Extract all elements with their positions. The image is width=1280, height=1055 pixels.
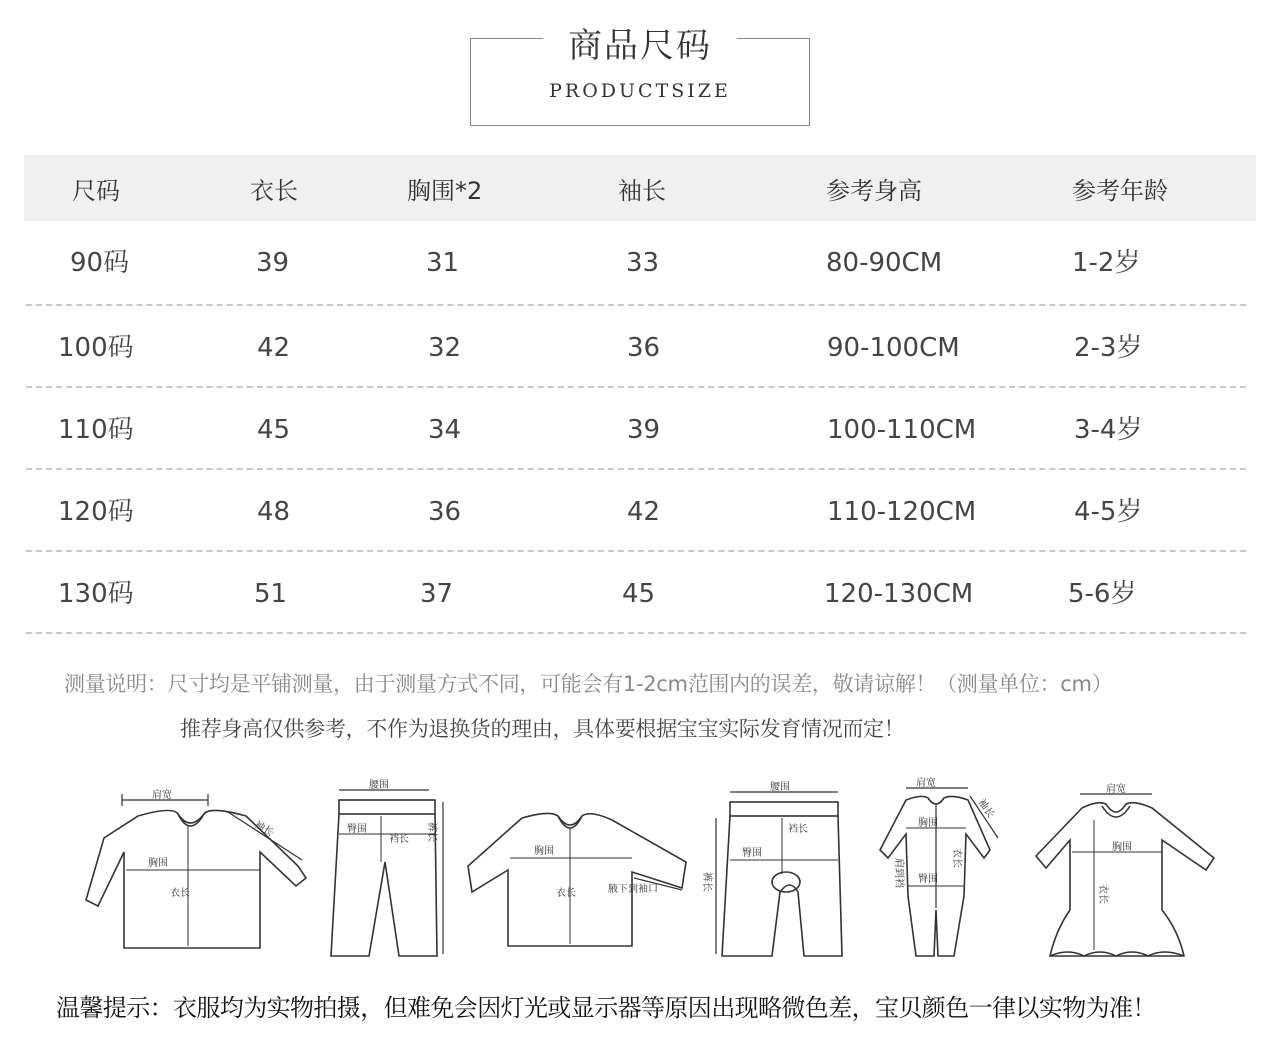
cell-chest: 32 — [428, 333, 462, 363]
sleeve-label: 袖长 — [975, 797, 997, 821]
raglan-shirt-diagram — [462, 800, 692, 950]
table-row — [24, 221, 1256, 306]
cell-size: 100码 — [58, 333, 134, 363]
cell-height: 110-120CM — [827, 497, 977, 527]
cell-age: 5-6岁 — [1068, 579, 1137, 609]
romper-diagram — [866, 778, 1016, 960]
cell-age: 2-3岁 — [1074, 333, 1143, 363]
hip-label: 臀围 — [918, 874, 938, 885]
baby-pants-outline — [702, 782, 852, 960]
rise-label: 裆长 — [389, 834, 409, 845]
column-header-chest: 胸围*2 — [407, 177, 483, 205]
crotch-label: 肩到裆 — [893, 858, 904, 888]
dress-outline — [1028, 780, 1228, 960]
cell-height: 90-100CM — [827, 333, 960, 363]
sleeve-label: 袖长 — [252, 819, 276, 840]
length-label: 衣长 — [951, 848, 962, 868]
cell-sleeve: 36 — [627, 333, 661, 363]
cell-chest: 37 — [420, 579, 454, 609]
color-disclaimer: 温馨提示：衣服均为实物拍摄，但难免会因灯光或显示器等原因出现略微色差，宝贝颜色一律以实物为准！ — [56, 994, 1156, 1022]
cell-chest: 31 — [426, 248, 460, 278]
cell-height: 100-110CM — [827, 415, 977, 445]
height-reference-note: 推荐身高仅供参考，不作为退换货的理由，具体要根据宝宝实际发育情况而定！ — [180, 717, 905, 741]
cell-size: 90码 — [70, 248, 130, 278]
waist-label: 腰围 — [770, 782, 790, 793]
cell-size: 120码 — [58, 497, 134, 527]
shoulder-label: 肩宽 — [152, 790, 172, 801]
column-header-age: 参考年龄 — [1072, 177, 1168, 205]
table-row — [24, 470, 1256, 552]
raglan-shirt-outline — [462, 800, 692, 950]
hip-label: 臀围 — [347, 824, 367, 835]
rise-label: 裆长 — [788, 824, 808, 835]
pants-outline — [325, 782, 455, 960]
pants-diagram — [325, 782, 455, 960]
baby-pants-diagram — [702, 782, 852, 960]
shoulder-label: 肩宽 — [1106, 784, 1126, 795]
cell-length: 51 — [254, 579, 288, 609]
length-label: 裤长 — [426, 822, 437, 842]
column-header-size: 尺码 — [72, 177, 120, 205]
cell-size: 110码 — [58, 415, 134, 445]
cell-height: 80-90CM — [826, 248, 943, 278]
cell-length: 45 — [257, 415, 291, 445]
length-label: 衣长 — [556, 888, 576, 899]
length-label: 衣长 — [170, 888, 190, 899]
romper-outline — [866, 778, 1016, 960]
table-header — [24, 155, 1256, 221]
chest-label: 胸围 — [148, 858, 168, 869]
cell-sleeve: 45 — [622, 579, 656, 609]
waist-label: 腰围 — [369, 780, 389, 791]
dress-diagram — [1028, 780, 1228, 960]
cell-age: 3-4岁 — [1074, 415, 1143, 445]
row-divider — [26, 632, 1246, 634]
chest-label: 胸围 — [918, 818, 938, 829]
cell-sleeve: 39 — [627, 415, 661, 445]
column-header-height: 参考身高 — [826, 177, 922, 205]
cell-age: 4-5岁 — [1074, 497, 1143, 527]
table-row — [24, 306, 1256, 388]
cell-sleeve: 33 — [626, 248, 660, 278]
shoulder-label: 肩宽 — [916, 778, 936, 789]
title-box — [470, 26, 810, 126]
cell-height: 120-130CM — [824, 579, 974, 609]
cell-length: 42 — [257, 333, 291, 363]
shirt-outline — [78, 786, 318, 958]
page-title: 商品尺码 — [568, 26, 712, 66]
cell-chest: 34 — [428, 415, 462, 445]
shirt-diagram — [78, 786, 318, 958]
page-subtitle: PRODUCTSIZE — [549, 80, 731, 102]
cell-age: 1-2岁 — [1072, 248, 1141, 278]
cell-length: 39 — [256, 248, 290, 278]
table-row — [24, 388, 1256, 470]
hip-label: 臀围 — [742, 848, 762, 859]
length-label: 衣长 — [1097, 884, 1108, 904]
measurement-note: 测量说明：尺寸均是平铺测量，由于测量方式不同，可能会有1-2cm范围内的误差，敬请谅解！（测量单位：cm） — [64, 672, 1113, 696]
length-label: 裤长 — [701, 872, 712, 892]
size-table — [24, 155, 1256, 634]
column-header-sleeve: 袖长 — [618, 177, 666, 205]
table-row — [24, 552, 1256, 634]
cell-sleeve: 42 — [627, 497, 661, 527]
sleeve-label: 腋下到袖口 — [608, 884, 658, 895]
cell-size: 130码 — [58, 579, 134, 609]
chest-label: 胸围 — [534, 846, 554, 857]
chest-label: 胸围 — [1112, 842, 1132, 853]
cell-chest: 36 — [428, 497, 462, 527]
column-header-length: 衣长 — [250, 177, 298, 205]
cell-length: 48 — [257, 497, 291, 527]
